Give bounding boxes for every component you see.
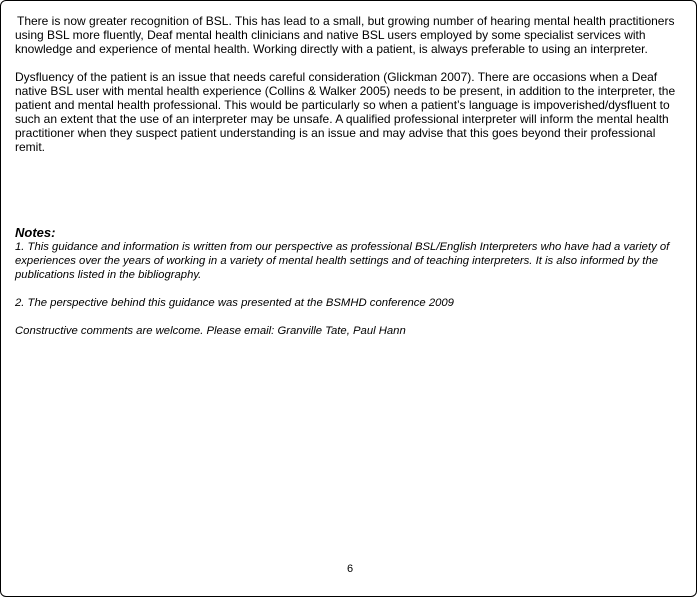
note-2: 2. The perspective behind this guidance was presented at the BSMHD conference 2009 (15, 297, 454, 309)
notes-section (15, 226, 680, 338)
paragraph-dysfluency: Dysfluency of the patient is an issue that needs careful consideration (Glickman 2007). There are occasions when a Deaf native BSL user with mental health experience (Collins & Walker 2005) needs to be present, in addition to the interpreter, the patient and mental health professional. This would be particularly so when a patient’s language is impoverished/dysfluent to such an extent that the use of an interpreter may be unsafe. A qualified professional interpreter will inform the mental health practitioner when they suspect patient understanding is an issue and may advise that this goes beyond their professional remit. (15, 70, 676, 154)
paragraph-spacer (15, 56, 680, 70)
body-text (15, 14, 680, 154)
note-spacer (15, 282, 680, 296)
page-number: 6 (346, 563, 354, 575)
note-spacer (15, 310, 680, 324)
notes-heading: Notes: (15, 225, 56, 240)
contact-note: Constructive comments are welcome. Please email: Granville Tate, Paul Hann (15, 325, 406, 337)
paragraph-bsl-recognition: There is now greater recognition of BSL. This has lead to a small, but growing number of hearing mental health practitioners using BSL more fluently, Deaf mental health clinicians and native BSL users employed by some specialist services with knowledge and experience of mental health. Working directly with a patient, is always preferable to using an interpreter. (15, 14, 675, 56)
note-1: 1. This guidance and information is written from our perspective as professional BSL/English Interpreters who have had a variety of experiences over the years of working in a variety of mental health settings and of teaching interpreters. It is also informed by the publications listed in the bibliography. (15, 241, 670, 281)
